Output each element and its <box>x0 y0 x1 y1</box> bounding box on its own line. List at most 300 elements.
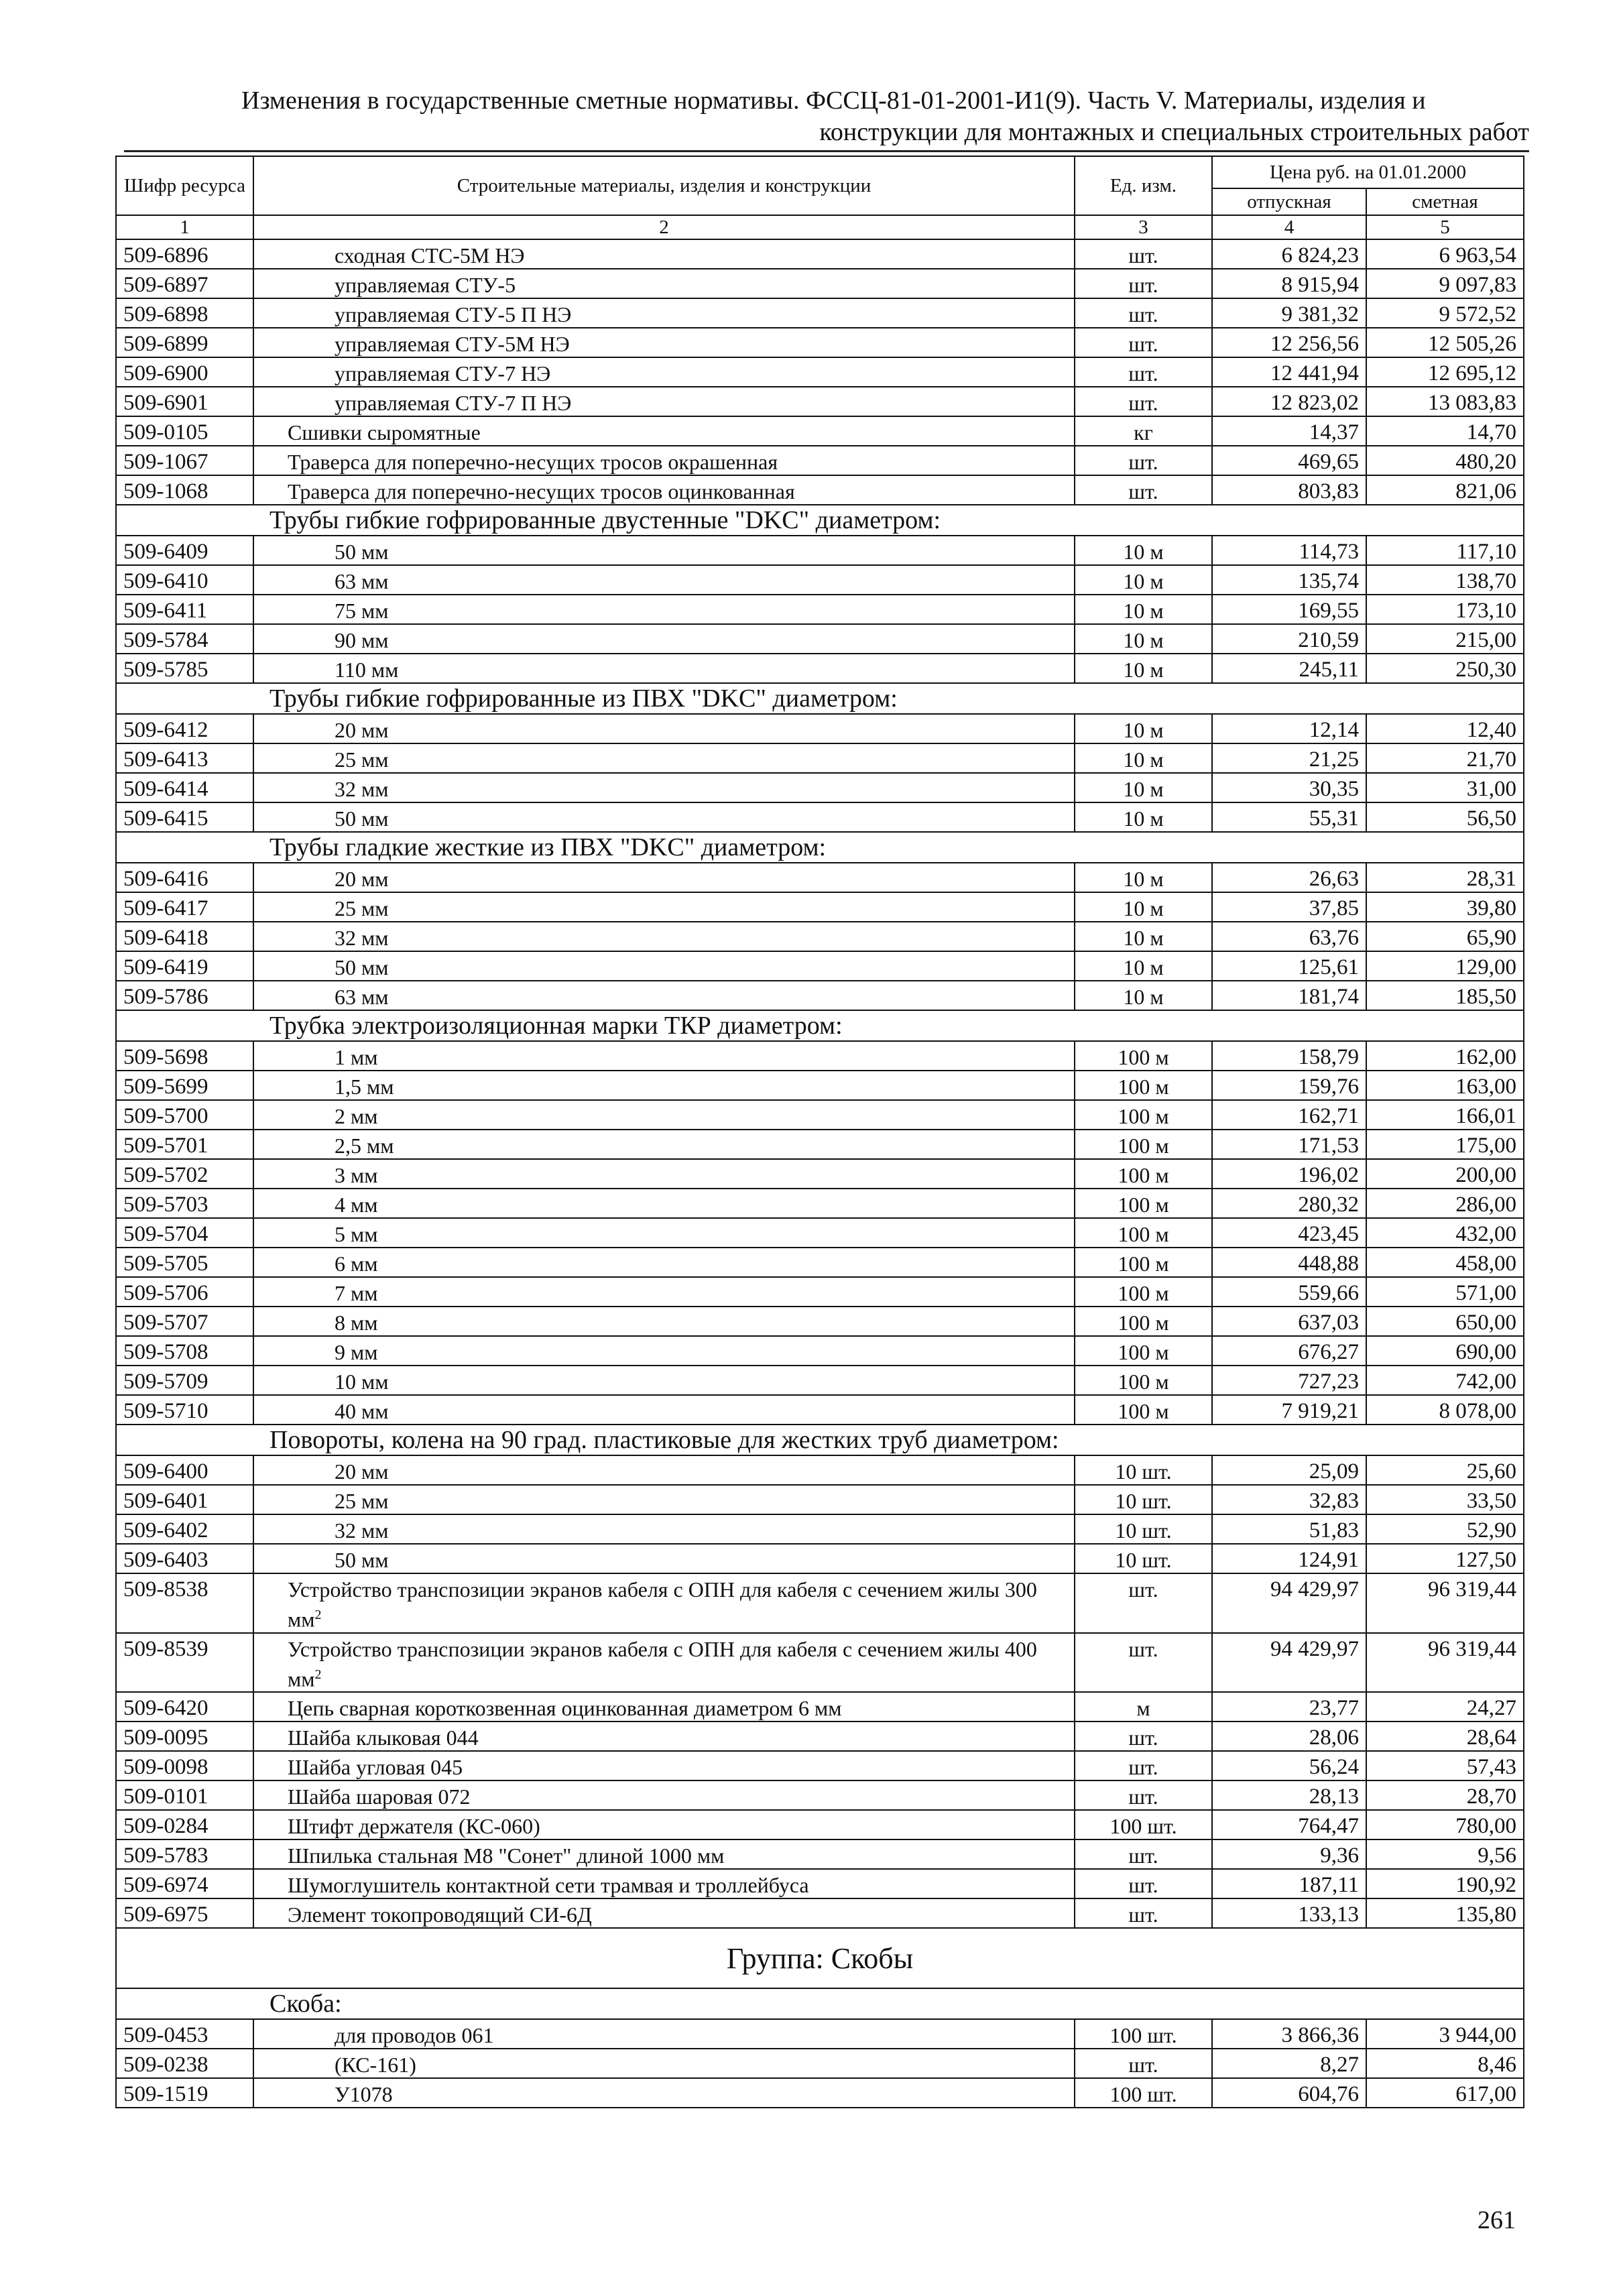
unit-cell: 10 м <box>1075 624 1212 654</box>
material-name: 7 мм <box>253 1277 1075 1307</box>
unit-cell: 100 шт. <box>1075 2019 1212 2049</box>
table-row <box>116 1751 1524 1780</box>
unit-cell: шт. <box>1075 328 1212 357</box>
estimate-price: 163,00 <box>1366 1071 1524 1100</box>
unit-cell: 100 м <box>1075 1218 1212 1248</box>
material-name: Штифт держателя (КС-060) <box>253 1810 1075 1839</box>
release-price: 423,45 <box>1212 1218 1366 1248</box>
material-name: 50 мм <box>253 536 1075 565</box>
release-price: 8,27 <box>1212 2049 1366 2078</box>
unit-cell: 100 м <box>1075 1100 1212 1130</box>
table-row <box>116 1455 1524 1485</box>
material-name: управляемая СТУ-5М НЭ <box>253 328 1075 357</box>
estimate-price: 57,43 <box>1366 1751 1524 1780</box>
table-row <box>116 2049 1524 2078</box>
estimate-price: 56,50 <box>1366 802 1524 832</box>
resource-code: 509-5710 <box>116 1395 253 1425</box>
resource-code: 509-6901 <box>116 387 253 416</box>
estimate-price: 129,00 <box>1366 951 1524 981</box>
release-price: 94 429,97 <box>1212 1633 1366 1693</box>
unit-cell: 10 м <box>1075 654 1212 683</box>
release-price: 158,79 <box>1212 1041 1366 1071</box>
unit-cell: 10 м <box>1075 892 1212 922</box>
estimate-price: 127,50 <box>1366 1544 1524 1573</box>
unit-cell: шт. <box>1075 475 1212 505</box>
release-price: 245,11 <box>1212 654 1366 683</box>
col-index-1: 1 <box>116 215 253 239</box>
table-row <box>116 2078 1524 2108</box>
table-row <box>116 595 1524 624</box>
estimate-price: 571,00 <box>1366 1277 1524 1307</box>
release-price: 3 866,36 <box>1212 2019 1366 2049</box>
resource-code: 509-5706 <box>116 1277 253 1307</box>
estimate-price: 28,70 <box>1366 1780 1524 1810</box>
resource-code: 509-0105 <box>116 416 253 446</box>
release-price: 559,66 <box>1212 1277 1366 1307</box>
table-row <box>116 1159 1524 1189</box>
release-price: 12,14 <box>1212 714 1366 743</box>
section-row <box>116 832 1524 863</box>
superscript: 2 <box>314 1608 322 1622</box>
material-name: 63 мм <box>253 981 1075 1010</box>
release-price: 124,91 <box>1212 1544 1366 1573</box>
unit-cell: шт. <box>1075 1751 1212 1780</box>
estimate-price: 33,50 <box>1366 1485 1524 1514</box>
estimate-price: 215,00 <box>1366 624 1524 654</box>
release-price: 9 381,32 <box>1212 298 1366 328</box>
material-name: 5 мм <box>253 1218 1075 1248</box>
header-estimate: сметная <box>1366 188 1524 215</box>
section-row <box>116 1988 1524 2019</box>
unit-cell: шт. <box>1075 1780 1212 1810</box>
header-price: Цена руб. на 01.01.2000 <box>1212 156 1524 188</box>
material-name: 3 мм <box>253 1159 1075 1189</box>
estimate-price: 135,80 <box>1366 1898 1524 1928</box>
unit-cell: шт. <box>1075 239 1212 269</box>
table-row <box>116 239 1524 269</box>
estimate-price: 821,06 <box>1366 475 1524 505</box>
page-number: 261 <box>1478 2206 1516 2234</box>
estimate-price: 14,70 <box>1366 416 1524 446</box>
unit-cell: кг <box>1075 416 1212 446</box>
release-price: 12 823,02 <box>1212 387 1366 416</box>
price-table <box>115 156 1524 2108</box>
table-row <box>116 328 1524 357</box>
section-title: Трубы гибкие гофрированные из ПВХ "DKC" диаметром: <box>116 683 1524 714</box>
resource-code: 509-1067 <box>116 446 253 475</box>
resource-code: 509-5703 <box>116 1189 253 1218</box>
release-price: 14,37 <box>1212 416 1366 446</box>
estimate-price: 12 695,12 <box>1366 357 1524 387</box>
section-title: Повороты, колена на 90 град. пластиковые для жестких труб диаметром: <box>116 1425 1524 1455</box>
resource-code: 509-5708 <box>116 1336 253 1366</box>
table-row <box>116 2019 1524 2049</box>
material-name: 2 мм <box>253 1100 1075 1130</box>
estimate-price: 617,00 <box>1366 2078 1524 2108</box>
release-price: 28,13 <box>1212 1780 1366 1810</box>
resource-code: 509-5709 <box>116 1366 253 1395</box>
table-row <box>116 536 1524 565</box>
estimate-price: 9 572,52 <box>1366 298 1524 328</box>
resource-code: 509-6416 <box>116 863 253 892</box>
table-row <box>116 1277 1524 1307</box>
unit-cell: 10 м <box>1075 536 1212 565</box>
col-index-2: 2 <box>253 215 1075 239</box>
table-row <box>116 802 1524 832</box>
material-name: для проводов 061 <box>253 2019 1075 2049</box>
estimate-price: 432,00 <box>1366 1218 1524 1248</box>
section-row <box>116 505 1524 536</box>
section-row <box>116 1425 1524 1455</box>
resource-code: 509-6899 <box>116 328 253 357</box>
table-row <box>116 743 1524 773</box>
resource-code: 509-0098 <box>116 1751 253 1780</box>
section-row <box>116 683 1524 714</box>
resource-code: 509-6897 <box>116 269 253 298</box>
unit-cell: 100 м <box>1075 1395 1212 1425</box>
resource-code: 509-5705 <box>116 1248 253 1277</box>
unit-cell: м <box>1075 1692 1212 1721</box>
table-row <box>116 1544 1524 1573</box>
estimate-price: 9 097,83 <box>1366 269 1524 298</box>
estimate-price: 12,40 <box>1366 714 1524 743</box>
header-name: Строительные материалы, изделия и конструкции <box>253 156 1075 215</box>
release-price: 32,83 <box>1212 1485 1366 1514</box>
resource-code: 509-6401 <box>116 1485 253 1514</box>
material-name: Шайба шаровая 072 <box>253 1780 1075 1810</box>
material-name: 20 мм <box>253 1455 1075 1485</box>
unit-cell: 100 м <box>1075 1307 1212 1336</box>
table-row <box>116 1071 1524 1100</box>
release-price: 23,77 <box>1212 1692 1366 1721</box>
release-price: 727,23 <box>1212 1366 1366 1395</box>
unit-cell: 10 м <box>1075 951 1212 981</box>
header-code: Шифр ресурса <box>116 156 253 215</box>
resource-code: 509-6412 <box>116 714 253 743</box>
estimate-price: 9,56 <box>1366 1839 1524 1869</box>
estimate-price: 185,50 <box>1366 981 1524 1010</box>
table-row <box>116 1839 1524 1869</box>
release-price: 181,74 <box>1212 981 1366 1010</box>
material-name: управляемая СТУ-5 <box>253 269 1075 298</box>
resource-code: 509-5704 <box>116 1218 253 1248</box>
release-price: 162,71 <box>1212 1100 1366 1130</box>
resource-code: 509-5707 <box>116 1307 253 1336</box>
material-name <box>253 1573 1075 1633</box>
table-row <box>116 1041 1524 1071</box>
resource-code: 509-6415 <box>116 802 253 832</box>
resource-code: 509-6896 <box>116 239 253 269</box>
estimate-price: 3 944,00 <box>1366 2019 1524 2049</box>
table-row <box>116 1485 1524 1514</box>
estimate-price: 24,27 <box>1366 1692 1524 1721</box>
table-row <box>116 1130 1524 1159</box>
material-name: 1,5 мм <box>253 1071 1075 1100</box>
release-price: 30,35 <box>1212 773 1366 802</box>
release-price: 604,76 <box>1212 2078 1366 2108</box>
unit-cell: шт. <box>1075 387 1212 416</box>
table-row <box>116 951 1524 981</box>
release-price: 12 441,94 <box>1212 357 1366 387</box>
release-price: 63,76 <box>1212 922 1366 951</box>
unit-cell: 100 м <box>1075 1336 1212 1366</box>
estimate-price: 12 505,26 <box>1366 328 1524 357</box>
header-line-2: конструкции для монтажных и специальных строительных работ <box>819 118 1529 146</box>
resource-code: 509-5698 <box>116 1041 253 1071</box>
material-name: 25 мм <box>253 743 1075 773</box>
table-row <box>116 922 1524 951</box>
estimate-price: 13 083,83 <box>1366 387 1524 416</box>
estimate-price: 175,00 <box>1366 1130 1524 1159</box>
release-price: 187,11 <box>1212 1869 1366 1898</box>
unit-cell: 10 м <box>1075 863 1212 892</box>
resource-code: 509-5783 <box>116 1839 253 1869</box>
resource-code: 509-6400 <box>116 1455 253 1485</box>
section-title: Трубы гладкие жесткие из ПВХ "DKC" диаметром: <box>116 832 1524 863</box>
estimate-price: 190,92 <box>1366 1869 1524 1898</box>
release-price: 637,03 <box>1212 1307 1366 1336</box>
estimate-price: 8,46 <box>1366 2049 1524 2078</box>
unit-cell: шт. <box>1075 1633 1212 1693</box>
unit-cell: 100 м <box>1075 1071 1212 1100</box>
table-row <box>116 714 1524 743</box>
estimate-price: 480,20 <box>1366 446 1524 475</box>
estimate-price: 117,10 <box>1366 536 1524 565</box>
resource-code: 509-0453 <box>116 2019 253 2049</box>
unit-cell: 100 м <box>1075 1189 1212 1218</box>
estimate-price: 6 963,54 <box>1366 239 1524 269</box>
resource-code: 509-0238 <box>116 2049 253 2078</box>
table-row <box>116 863 1524 892</box>
release-price: 196,02 <box>1212 1159 1366 1189</box>
col-index-3: 3 <box>1075 215 1212 239</box>
material-name: 50 мм <box>253 951 1075 981</box>
resource-code: 509-6403 <box>116 1544 253 1573</box>
estimate-price: 650,00 <box>1366 1307 1524 1336</box>
material-name: 40 мм <box>253 1395 1075 1425</box>
unit-cell: 10 м <box>1075 595 1212 624</box>
table-row <box>116 1633 1524 1693</box>
material-name: Сшивки сыромятные <box>253 416 1075 446</box>
unit-cell: шт. <box>1075 446 1212 475</box>
estimate-price: 166,01 <box>1366 1100 1524 1130</box>
unit-cell: 10 шт. <box>1075 1455 1212 1485</box>
table-row <box>116 1307 1524 1336</box>
header-unit: Ед. изм. <box>1075 156 1212 215</box>
material-name: 20 мм <box>253 863 1075 892</box>
material-name: 25 мм <box>253 1485 1075 1514</box>
estimate-price: 200,00 <box>1366 1159 1524 1189</box>
material-name: сходная СТС-5М НЭ <box>253 239 1075 269</box>
unit-cell: шт. <box>1075 269 1212 298</box>
unit-cell: шт. <box>1075 1898 1212 1928</box>
estimate-price: 21,70 <box>1366 743 1524 773</box>
section-title: Скоба: <box>116 1988 1524 2019</box>
table-row <box>116 565 1524 595</box>
material-name: 110 мм <box>253 654 1075 683</box>
release-price: 133,13 <box>1212 1898 1366 1928</box>
release-price: 7 919,21 <box>1212 1395 1366 1425</box>
release-price: 171,53 <box>1212 1130 1366 1159</box>
material-name: 20 мм <box>253 714 1075 743</box>
resource-code: 509-6402 <box>116 1514 253 1544</box>
resource-code: 509-6419 <box>116 951 253 981</box>
material-name: Шайба клыковая 044 <box>253 1721 1075 1751</box>
material-name: Цепь сварная короткозвенная оцинкованная диаметром 6 мм <box>253 1692 1075 1721</box>
resource-code: 509-6414 <box>116 773 253 802</box>
unit-cell: 10 м <box>1075 714 1212 743</box>
resource-code: 509-5701 <box>116 1130 253 1159</box>
release-price: 469,65 <box>1212 446 1366 475</box>
resource-code: 509-5784 <box>116 624 253 654</box>
table-row <box>116 1336 1524 1366</box>
table-row <box>116 654 1524 683</box>
table-row <box>116 1366 1524 1395</box>
resource-code: 509-6409 <box>116 536 253 565</box>
table-row <box>116 298 1524 328</box>
release-price: 12 256,56 <box>1212 328 1366 357</box>
unit-cell: шт. <box>1075 1839 1212 1869</box>
release-price: 676,27 <box>1212 1336 1366 1366</box>
unit-cell: 100 м <box>1075 1130 1212 1159</box>
unit-cell: 100 м <box>1075 1159 1212 1189</box>
material-name: 9 мм <box>253 1336 1075 1366</box>
material-name: 8 мм <box>253 1307 1075 1336</box>
resource-code: 509-6898 <box>116 298 253 328</box>
table-row <box>116 1248 1524 1277</box>
material-name: У1078 <box>253 2078 1075 2108</box>
material-name <box>253 1633 1075 1693</box>
resource-code: 509-1068 <box>116 475 253 505</box>
resource-code: 509-6411 <box>116 595 253 624</box>
section-row <box>116 1010 1524 1041</box>
material-name-text: Устройство транспозиции экранов кабеля с ОПН для кабеля с сечением жилы 400 мм <box>288 1636 1037 1691</box>
table-row <box>116 1810 1524 1839</box>
release-price: 9,36 <box>1212 1839 1366 1869</box>
estimate-price: 780,00 <box>1366 1810 1524 1839</box>
release-price: 28,06 <box>1212 1721 1366 1751</box>
material-name: (КС-161) <box>253 2049 1075 2078</box>
unit-cell: 10 шт. <box>1075 1485 1212 1514</box>
superscript: 2 <box>314 1667 322 1682</box>
material-name: 6 мм <box>253 1248 1075 1277</box>
table-row <box>116 446 1524 475</box>
resource-code: 509-0095 <box>116 1721 253 1751</box>
release-price: 37,85 <box>1212 892 1366 922</box>
estimate-price: 25,60 <box>1366 1455 1524 1485</box>
unit-cell: 100 шт. <box>1075 1810 1212 1839</box>
table-row <box>116 1780 1524 1810</box>
material-name: управляемая СТУ-7 НЭ <box>253 357 1075 387</box>
release-price: 51,83 <box>1212 1514 1366 1544</box>
table-row <box>116 1100 1524 1130</box>
table-row <box>116 1898 1524 1928</box>
release-price: 280,32 <box>1212 1189 1366 1218</box>
estimate-price: 458,00 <box>1366 1248 1524 1277</box>
unit-cell: 100 м <box>1075 1248 1212 1277</box>
table-row <box>116 1573 1524 1633</box>
material-name: 32 мм <box>253 922 1075 951</box>
unit-cell: шт. <box>1075 2049 1212 2078</box>
unit-cell: 10 шт. <box>1075 1514 1212 1544</box>
estimate-price: 28,31 <box>1366 863 1524 892</box>
unit-cell: 10 м <box>1075 981 1212 1010</box>
material-name: 10 мм <box>253 1366 1075 1395</box>
estimate-price: 28,64 <box>1366 1721 1524 1751</box>
resource-code: 509-6417 <box>116 892 253 922</box>
col-index-5: 5 <box>1366 215 1524 239</box>
table-row <box>116 981 1524 1010</box>
group-title: Группа: Скобы <box>116 1928 1524 1988</box>
release-price: 803,83 <box>1212 475 1366 505</box>
material-name: 63 мм <box>253 565 1075 595</box>
resource-code: 509-5700 <box>116 1100 253 1130</box>
estimate-price: 162,00 <box>1366 1041 1524 1071</box>
material-name: Траверса для поперечно-несущих тросов окрашенная <box>253 446 1075 475</box>
table-row <box>116 1869 1524 1898</box>
material-name: Шумоглушитель контактной сети трамвая и троллейбуса <box>253 1869 1075 1898</box>
unit-cell: 100 м <box>1075 1366 1212 1395</box>
resource-code: 509-6975 <box>116 1898 253 1928</box>
resource-code: 509-6410 <box>116 565 253 595</box>
resource-code: 509-5699 <box>116 1071 253 1100</box>
unit-cell: 10 шт. <box>1075 1544 1212 1573</box>
unit-cell: 10 м <box>1075 743 1212 773</box>
material-name: 25 мм <box>253 892 1075 922</box>
material-name: Шпилька стальная М8 "Сонет" длиной 1000 мм <box>253 1839 1075 1869</box>
resource-code: 509-0284 <box>116 1810 253 1839</box>
col-index-4: 4 <box>1212 215 1366 239</box>
material-name: Траверса для поперечно-несущих тросов оцинкованная <box>253 475 1075 505</box>
unit-cell: шт. <box>1075 1869 1212 1898</box>
unit-cell: 10 м <box>1075 565 1212 595</box>
estimate-price: 286,00 <box>1366 1189 1524 1218</box>
resource-code: 509-6974 <box>116 1869 253 1898</box>
release-price: 135,74 <box>1212 565 1366 595</box>
table-row <box>116 1189 1524 1218</box>
header-release: отпускная <box>1212 188 1366 215</box>
estimate-price: 65,90 <box>1366 922 1524 951</box>
resource-code: 509-5702 <box>116 1159 253 1189</box>
estimate-price: 96 319,44 <box>1366 1633 1524 1693</box>
estimate-price: 39,80 <box>1366 892 1524 922</box>
table-row <box>116 416 1524 446</box>
release-price: 6 824,23 <box>1212 239 1366 269</box>
table-row <box>116 357 1524 387</box>
resource-code: 509-6420 <box>116 1692 253 1721</box>
release-price: 448,88 <box>1212 1248 1366 1277</box>
material-name: 50 мм <box>253 802 1075 832</box>
material-name: управляемая СТУ-7 П НЭ <box>253 387 1075 416</box>
release-price: 764,47 <box>1212 1810 1366 1839</box>
resource-code: 509-8538 <box>116 1573 253 1633</box>
material-name: 2,5 мм <box>253 1130 1075 1159</box>
material-name-text: Устройство транспозиции экранов кабеля с ОПН для кабеля с сечением жилы 300 мм <box>288 1577 1037 1632</box>
estimate-price: 742,00 <box>1366 1366 1524 1395</box>
release-price: 210,59 <box>1212 624 1366 654</box>
unit-cell: 10 м <box>1075 802 1212 832</box>
release-price: 25,09 <box>1212 1455 1366 1485</box>
header-rule <box>124 150 1529 152</box>
table-row <box>116 892 1524 922</box>
unit-cell: шт. <box>1075 357 1212 387</box>
resource-code: 509-6413 <box>116 743 253 773</box>
material-name: 75 мм <box>253 595 1075 624</box>
estimate-price: 690,00 <box>1366 1336 1524 1366</box>
release-price: 114,73 <box>1212 536 1366 565</box>
material-name: 1 мм <box>253 1041 1075 1071</box>
release-price: 8 915,94 <box>1212 269 1366 298</box>
